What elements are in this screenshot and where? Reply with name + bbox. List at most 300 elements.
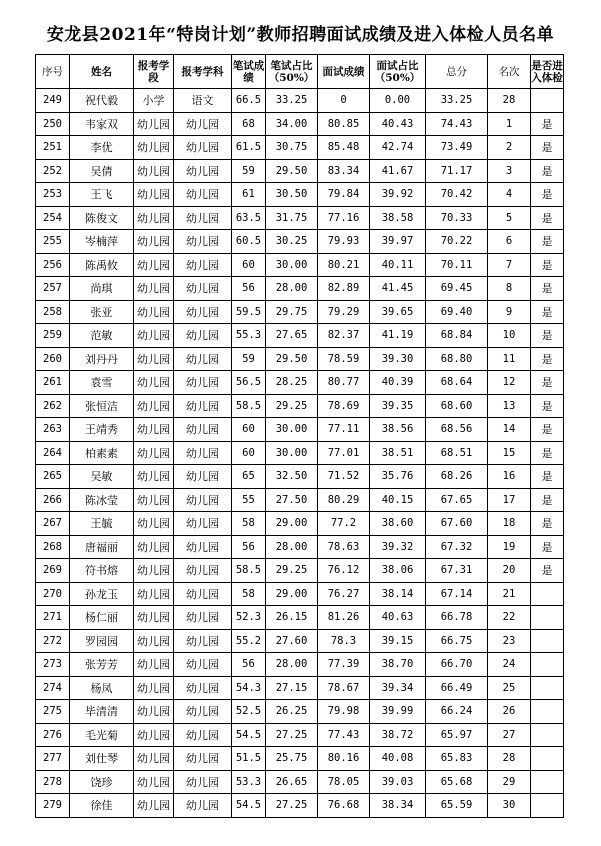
table-row [36,230,564,254]
cell-col-name: 袁雪 [70,371,134,395]
cell-col-index: 250 [36,112,70,136]
cell-col-name: 王靖秀 [70,418,134,442]
cell-col-stage: 幼儿园 [134,206,174,230]
cell-col-subject: 幼儿园 [174,488,232,512]
cell-col-rank: 2 [488,136,531,160]
header-col-interview-share: 面试占比（50%） [370,55,426,89]
cell-col-name: 尚琪 [70,277,134,301]
cell-col-name: 杨凤 [70,676,134,700]
cell-col-written-score: 54.5 [232,794,266,818]
cell-col-rank: 18 [488,512,531,536]
cell-col-exam-entry [531,723,564,747]
cell-col-written-share: 28.25 [266,371,318,395]
cell-col-index: 261 [36,371,70,395]
results-table [35,54,564,818]
cell-col-interview-share: 40.63 [370,606,426,630]
cell-col-written-share: 27.65 [266,324,318,348]
cell-col-subject: 幼儿园 [174,747,232,771]
cell-col-total: 68.64 [426,371,488,395]
cell-col-interview-score: 78.67 [318,676,370,700]
cell-col-written-share: 31.75 [266,206,318,230]
cell-col-rank: 16 [488,465,531,489]
cell-col-stage: 幼儿园 [134,582,174,606]
cell-col-exam-entry: 是 [531,136,564,160]
cell-col-rank: 27 [488,723,531,747]
cell-col-exam-entry [531,700,564,724]
cell-col-interview-score: 78.3 [318,629,370,653]
cell-col-interview-share: 40.39 [370,371,426,395]
cell-col-index: 273 [36,653,70,677]
cell-col-total: 33.25 [426,89,488,113]
cell-col-interview-score: 77.39 [318,653,370,677]
cell-col-subject: 幼儿园 [174,159,232,183]
cell-col-interview-share: 35.76 [370,465,426,489]
cell-col-index: 262 [36,394,70,418]
cell-col-index: 263 [36,418,70,442]
cell-col-interview-score: 77.11 [318,418,370,442]
cell-col-subject: 幼儿园 [174,418,232,442]
cell-col-interview-share: 40.15 [370,488,426,512]
cell-col-exam-entry: 是 [531,347,564,371]
cell-col-exam-entry: 是 [531,206,564,230]
cell-col-interview-score: 78.05 [318,770,370,794]
cell-col-subject: 幼儿园 [174,794,232,818]
cell-col-written-score: 53.3 [232,770,266,794]
cell-col-rank: 28 [488,89,531,113]
cell-col-written-share: 25.75 [266,747,318,771]
cell-col-total: 65.97 [426,723,488,747]
cell-col-index: 271 [36,606,70,630]
cell-col-rank: 25 [488,676,531,700]
cell-col-stage: 幼儿园 [134,676,174,700]
cell-col-total: 66.49 [426,676,488,700]
table-row [36,347,564,371]
cell-col-interview-score: 77.2 [318,512,370,536]
cell-col-written-score: 56 [232,277,266,301]
cell-col-written-share: 29.00 [266,512,318,536]
cell-col-written-score: 55.3 [232,324,266,348]
table-row [36,441,564,465]
cell-col-name: 张亚 [70,300,134,324]
cell-col-exam-entry [531,582,564,606]
cell-col-exam-entry: 是 [531,512,564,536]
cell-col-written-share: 26.25 [266,700,318,724]
cell-col-index: 257 [36,277,70,301]
cell-col-stage: 幼儿园 [134,488,174,512]
cell-col-rank: 26 [488,700,531,724]
table-row [36,183,564,207]
cell-col-interview-share: 39.32 [370,535,426,559]
cell-col-interview-score: 79.93 [318,230,370,254]
cell-col-exam-entry [531,89,564,113]
cell-col-subject: 幼儿园 [174,300,232,324]
table-row [36,89,564,113]
cell-col-written-score: 65 [232,465,266,489]
cell-col-name: 柏素素 [70,441,134,465]
cell-col-interview-share: 41.67 [370,159,426,183]
cell-col-index: 249 [36,89,70,113]
cell-col-subject: 幼儿园 [174,770,232,794]
header-col-written-share: 笔试占比（50%） [266,55,318,89]
cell-col-total: 74.43 [426,112,488,136]
cell-col-interview-share: 38.70 [370,653,426,677]
header-col-written-score: 笔试成绩 [232,55,266,89]
cell-col-index: 255 [36,230,70,254]
cell-col-interview-share: 38.72 [370,723,426,747]
table-row [36,723,564,747]
cell-col-interview-share: 38.06 [370,559,426,583]
table-row [36,794,564,818]
cell-col-exam-entry: 是 [531,371,564,395]
cell-col-subject: 幼儿园 [174,277,232,301]
table-row [36,653,564,677]
cell-col-interview-score: 78.69 [318,394,370,418]
cell-col-interview-share: 38.14 [370,582,426,606]
cell-col-written-share: 27.60 [266,629,318,653]
cell-col-written-share: 29.25 [266,394,318,418]
cell-col-name: 陈俊文 [70,206,134,230]
cell-col-interview-share: 39.15 [370,629,426,653]
cell-col-total: 68.51 [426,441,488,465]
table-body [36,89,564,818]
cell-col-name: 范敏 [70,324,134,348]
cell-col-name: 祝代毅 [70,89,134,113]
cell-col-index: 272 [36,629,70,653]
cell-col-total: 67.60 [426,512,488,536]
cell-col-subject: 幼儿园 [174,723,232,747]
cell-col-rank: 14 [488,418,531,442]
cell-col-exam-entry: 是 [531,535,564,559]
cell-col-interview-share: 38.34 [370,794,426,818]
cell-col-written-score: 68 [232,112,266,136]
cell-col-written-score: 60.5 [232,230,266,254]
cell-col-subject: 幼儿园 [174,700,232,724]
cell-col-name: 李优 [70,136,134,160]
cell-col-index: 260 [36,347,70,371]
cell-col-interview-share: 40.11 [370,253,426,277]
table-row [36,606,564,630]
cell-col-index: 259 [36,324,70,348]
table-row [36,582,564,606]
table-row [36,747,564,771]
cell-col-name: 岑楠萍 [70,230,134,254]
table-row [36,488,564,512]
cell-col-exam-entry [531,676,564,700]
cell-col-exam-entry: 是 [531,418,564,442]
cell-col-rank: 13 [488,394,531,418]
cell-col-stage: 幼儿园 [134,253,174,277]
cell-col-total: 68.60 [426,394,488,418]
table-row [36,277,564,301]
cell-col-written-score: 54.5 [232,723,266,747]
cell-col-total: 69.40 [426,300,488,324]
cell-col-exam-entry: 是 [531,159,564,183]
cell-col-rank: 1 [488,112,531,136]
cell-col-subject: 幼儿园 [174,230,232,254]
cell-col-interview-share: 38.60 [370,512,426,536]
table-row [36,253,564,277]
cell-col-written-share: 29.00 [266,582,318,606]
cell-col-written-score: 60 [232,441,266,465]
cell-col-stage: 幼儿园 [134,112,174,136]
table-row [36,371,564,395]
cell-col-index: 278 [36,770,70,794]
cell-col-interview-score: 79.84 [318,183,370,207]
cell-col-exam-entry: 是 [531,465,564,489]
cell-col-total: 73.49 [426,136,488,160]
table-row [36,394,564,418]
cell-col-interview-share: 41.19 [370,324,426,348]
cell-col-stage: 幼儿园 [134,535,174,559]
cell-col-index: 268 [36,535,70,559]
cell-col-written-score: 52.5 [232,700,266,724]
cell-col-stage: 幼儿园 [134,770,174,794]
cell-col-written-share: 30.00 [266,441,318,465]
cell-col-written-score: 58 [232,582,266,606]
cell-col-written-share: 30.00 [266,418,318,442]
table-row [36,136,564,160]
cell-col-index: 276 [36,723,70,747]
cell-col-written-share: 28.00 [266,277,318,301]
cell-col-subject: 语文 [174,89,232,113]
cell-col-exam-entry: 是 [531,112,564,136]
cell-col-written-share: 34.00 [266,112,318,136]
cell-col-interview-score: 80.21 [318,253,370,277]
cell-col-total: 70.11 [426,253,488,277]
cell-col-interview-score: 71.52 [318,465,370,489]
cell-col-written-score: 51.5 [232,747,266,771]
cell-col-subject: 幼儿园 [174,629,232,653]
cell-col-interview-score: 82.89 [318,277,370,301]
cell-col-interview-score: 79.98 [318,700,370,724]
header-col-name: 姓名 [70,55,134,89]
cell-col-subject: 幼儿园 [174,183,232,207]
cell-col-exam-entry [531,794,564,818]
cell-col-stage: 幼儿园 [134,371,174,395]
cell-col-written-share: 27.50 [266,488,318,512]
cell-col-total: 67.65 [426,488,488,512]
table-row [36,535,564,559]
cell-col-index: 270 [36,582,70,606]
cell-col-index: 266 [36,488,70,512]
header-col-exam-entry: 是否进入体检 [531,55,564,89]
cell-col-written-share: 30.00 [266,253,318,277]
cell-col-stage: 幼儿园 [134,723,174,747]
cell-col-subject: 幼儿园 [174,136,232,160]
cell-col-total: 70.33 [426,206,488,230]
cell-col-interview-score: 76.27 [318,582,370,606]
cell-col-stage: 幼儿园 [134,629,174,653]
cell-col-written-score: 52.3 [232,606,266,630]
cell-col-index: 275 [36,700,70,724]
cell-col-rank: 20 [488,559,531,583]
cell-col-index: 253 [36,183,70,207]
cell-col-written-share: 29.50 [266,347,318,371]
cell-col-name: 毕清清 [70,700,134,724]
cell-col-interview-share: 38.51 [370,441,426,465]
cell-col-rank: 28 [488,747,531,771]
cell-col-written-score: 63.5 [232,206,266,230]
table-row [36,676,564,700]
cell-col-interview-share: 39.97 [370,230,426,254]
cell-col-stage: 幼儿园 [134,183,174,207]
cell-col-index: 277 [36,747,70,771]
cell-col-interview-share: 39.30 [370,347,426,371]
cell-col-stage: 幼儿园 [134,136,174,160]
table-row [36,559,564,583]
cell-col-exam-entry: 是 [531,300,564,324]
cell-col-rank: 12 [488,371,531,395]
cell-col-total: 70.22 [426,230,488,254]
cell-col-written-share: 30.75 [266,136,318,160]
cell-col-subject: 幼儿园 [174,441,232,465]
cell-col-rank: 30 [488,794,531,818]
cell-col-subject: 幼儿园 [174,347,232,371]
cell-col-subject: 幼儿园 [174,653,232,677]
cell-col-written-share: 27.25 [266,723,318,747]
cell-col-total: 69.45 [426,277,488,301]
cell-col-written-share: 27.25 [266,794,318,818]
table-row [36,700,564,724]
cell-col-stage: 幼儿园 [134,394,174,418]
cell-col-stage: 幼儿园 [134,559,174,583]
cell-col-interview-score: 80.85 [318,112,370,136]
cell-col-interview-score: 78.59 [318,347,370,371]
table-row [36,629,564,653]
cell-col-index: 256 [36,253,70,277]
cell-col-name: 王飞 [70,183,134,207]
cell-col-total: 71.17 [426,159,488,183]
cell-col-stage: 幼儿园 [134,747,174,771]
cell-col-rank: 10 [488,324,531,348]
cell-col-interview-score: 81.26 [318,606,370,630]
cell-col-interview-share: 41.45 [370,277,426,301]
cell-col-written-share: 29.25 [266,559,318,583]
cell-col-rank: 3 [488,159,531,183]
cell-col-written-score: 58.5 [232,394,266,418]
cell-col-rank: 19 [488,535,531,559]
cell-col-name: 孙龙玉 [70,582,134,606]
table-row [36,206,564,230]
table-header [36,55,564,89]
cell-col-name: 饶珍 [70,770,134,794]
cell-col-name: 韦家双 [70,112,134,136]
header-col-interview-score: 面试成绩 [318,55,370,89]
cell-col-written-share: 29.50 [266,159,318,183]
cell-col-interview-score: 76.68 [318,794,370,818]
cell-col-written-share: 28.00 [266,535,318,559]
cell-col-written-share: 28.00 [266,653,318,677]
cell-col-exam-entry: 是 [531,559,564,583]
cell-col-total: 70.42 [426,183,488,207]
cell-col-interview-share: 42.74 [370,136,426,160]
table-row [36,465,564,489]
cell-col-exam-entry [531,629,564,653]
cell-col-written-score: 58 [232,512,266,536]
cell-col-name: 吴敏 [70,465,134,489]
cell-col-stage: 幼儿园 [134,347,174,371]
cell-col-subject: 幼儿园 [174,606,232,630]
cell-col-interview-share: 39.03 [370,770,426,794]
cell-col-written-share: 30.25 [266,230,318,254]
cell-col-rank: 7 [488,253,531,277]
cell-col-subject: 幼儿园 [174,324,232,348]
cell-col-subject: 幼儿园 [174,582,232,606]
cell-col-rank: 9 [488,300,531,324]
cell-col-name: 刘丹丹 [70,347,134,371]
cell-col-written-score: 60 [232,253,266,277]
cell-col-exam-entry: 是 [531,183,564,207]
cell-col-written-score: 61 [232,183,266,207]
cell-col-rank: 22 [488,606,531,630]
cell-col-stage: 幼儿园 [134,700,174,724]
cell-col-exam-entry [531,653,564,677]
header-col-total: 总分 [426,55,488,89]
table-row [36,300,564,324]
cell-col-exam-entry: 是 [531,324,564,348]
cell-col-interview-share: 40.08 [370,747,426,771]
cell-col-written-score: 66.5 [232,89,266,113]
cell-col-written-share: 29.75 [266,300,318,324]
cell-col-subject: 幼儿园 [174,512,232,536]
cell-col-interview-score: 80.29 [318,488,370,512]
header-col-stage: 报考学段 [134,55,174,89]
cell-col-interview-score: 80.77 [318,371,370,395]
cell-col-index: 258 [36,300,70,324]
table-row [36,512,564,536]
cell-col-stage: 幼儿园 [134,300,174,324]
cell-col-total: 68.26 [426,465,488,489]
cell-col-interview-share: 0.00 [370,89,426,113]
cell-col-written-score: 54.3 [232,676,266,700]
cell-col-subject: 幼儿园 [174,535,232,559]
cell-col-index: 267 [36,512,70,536]
cell-col-stage: 幼儿园 [134,277,174,301]
cell-col-exam-entry: 是 [531,394,564,418]
cell-col-stage: 幼儿园 [134,230,174,254]
cell-col-interview-share: 39.34 [370,676,426,700]
cell-col-total: 66.75 [426,629,488,653]
cell-col-index: 251 [36,136,70,160]
cell-col-index: 269 [36,559,70,583]
cell-col-name: 毛光菊 [70,723,134,747]
cell-col-written-score: 56 [232,653,266,677]
cell-col-written-score: 59 [232,347,266,371]
cell-col-exam-entry: 是 [531,441,564,465]
cell-col-total: 67.31 [426,559,488,583]
cell-col-written-share: 33.25 [266,89,318,113]
cell-col-interview-share: 39.99 [370,700,426,724]
cell-col-total: 65.68 [426,770,488,794]
cell-col-name: 徐佳 [70,794,134,818]
cell-col-interview-score: 77.43 [318,723,370,747]
cell-col-exam-entry: 是 [531,488,564,512]
cell-col-stage: 幼儿园 [134,465,174,489]
cell-col-name: 刘仕琴 [70,747,134,771]
cell-col-total: 65.83 [426,747,488,771]
cell-col-exam-entry [531,770,564,794]
cell-col-stage: 幼儿园 [134,606,174,630]
cell-col-interview-score: 85.48 [318,136,370,160]
cell-col-name: 罗园园 [70,629,134,653]
cell-col-written-share: 26.65 [266,770,318,794]
cell-col-subject: 幼儿园 [174,394,232,418]
cell-col-interview-score: 78.63 [318,535,370,559]
cell-col-interview-score: 83.34 [318,159,370,183]
cell-col-subject: 幼儿园 [174,253,232,277]
cell-col-written-score: 56.5 [232,371,266,395]
header-col-subject: 报考学科 [174,55,232,89]
